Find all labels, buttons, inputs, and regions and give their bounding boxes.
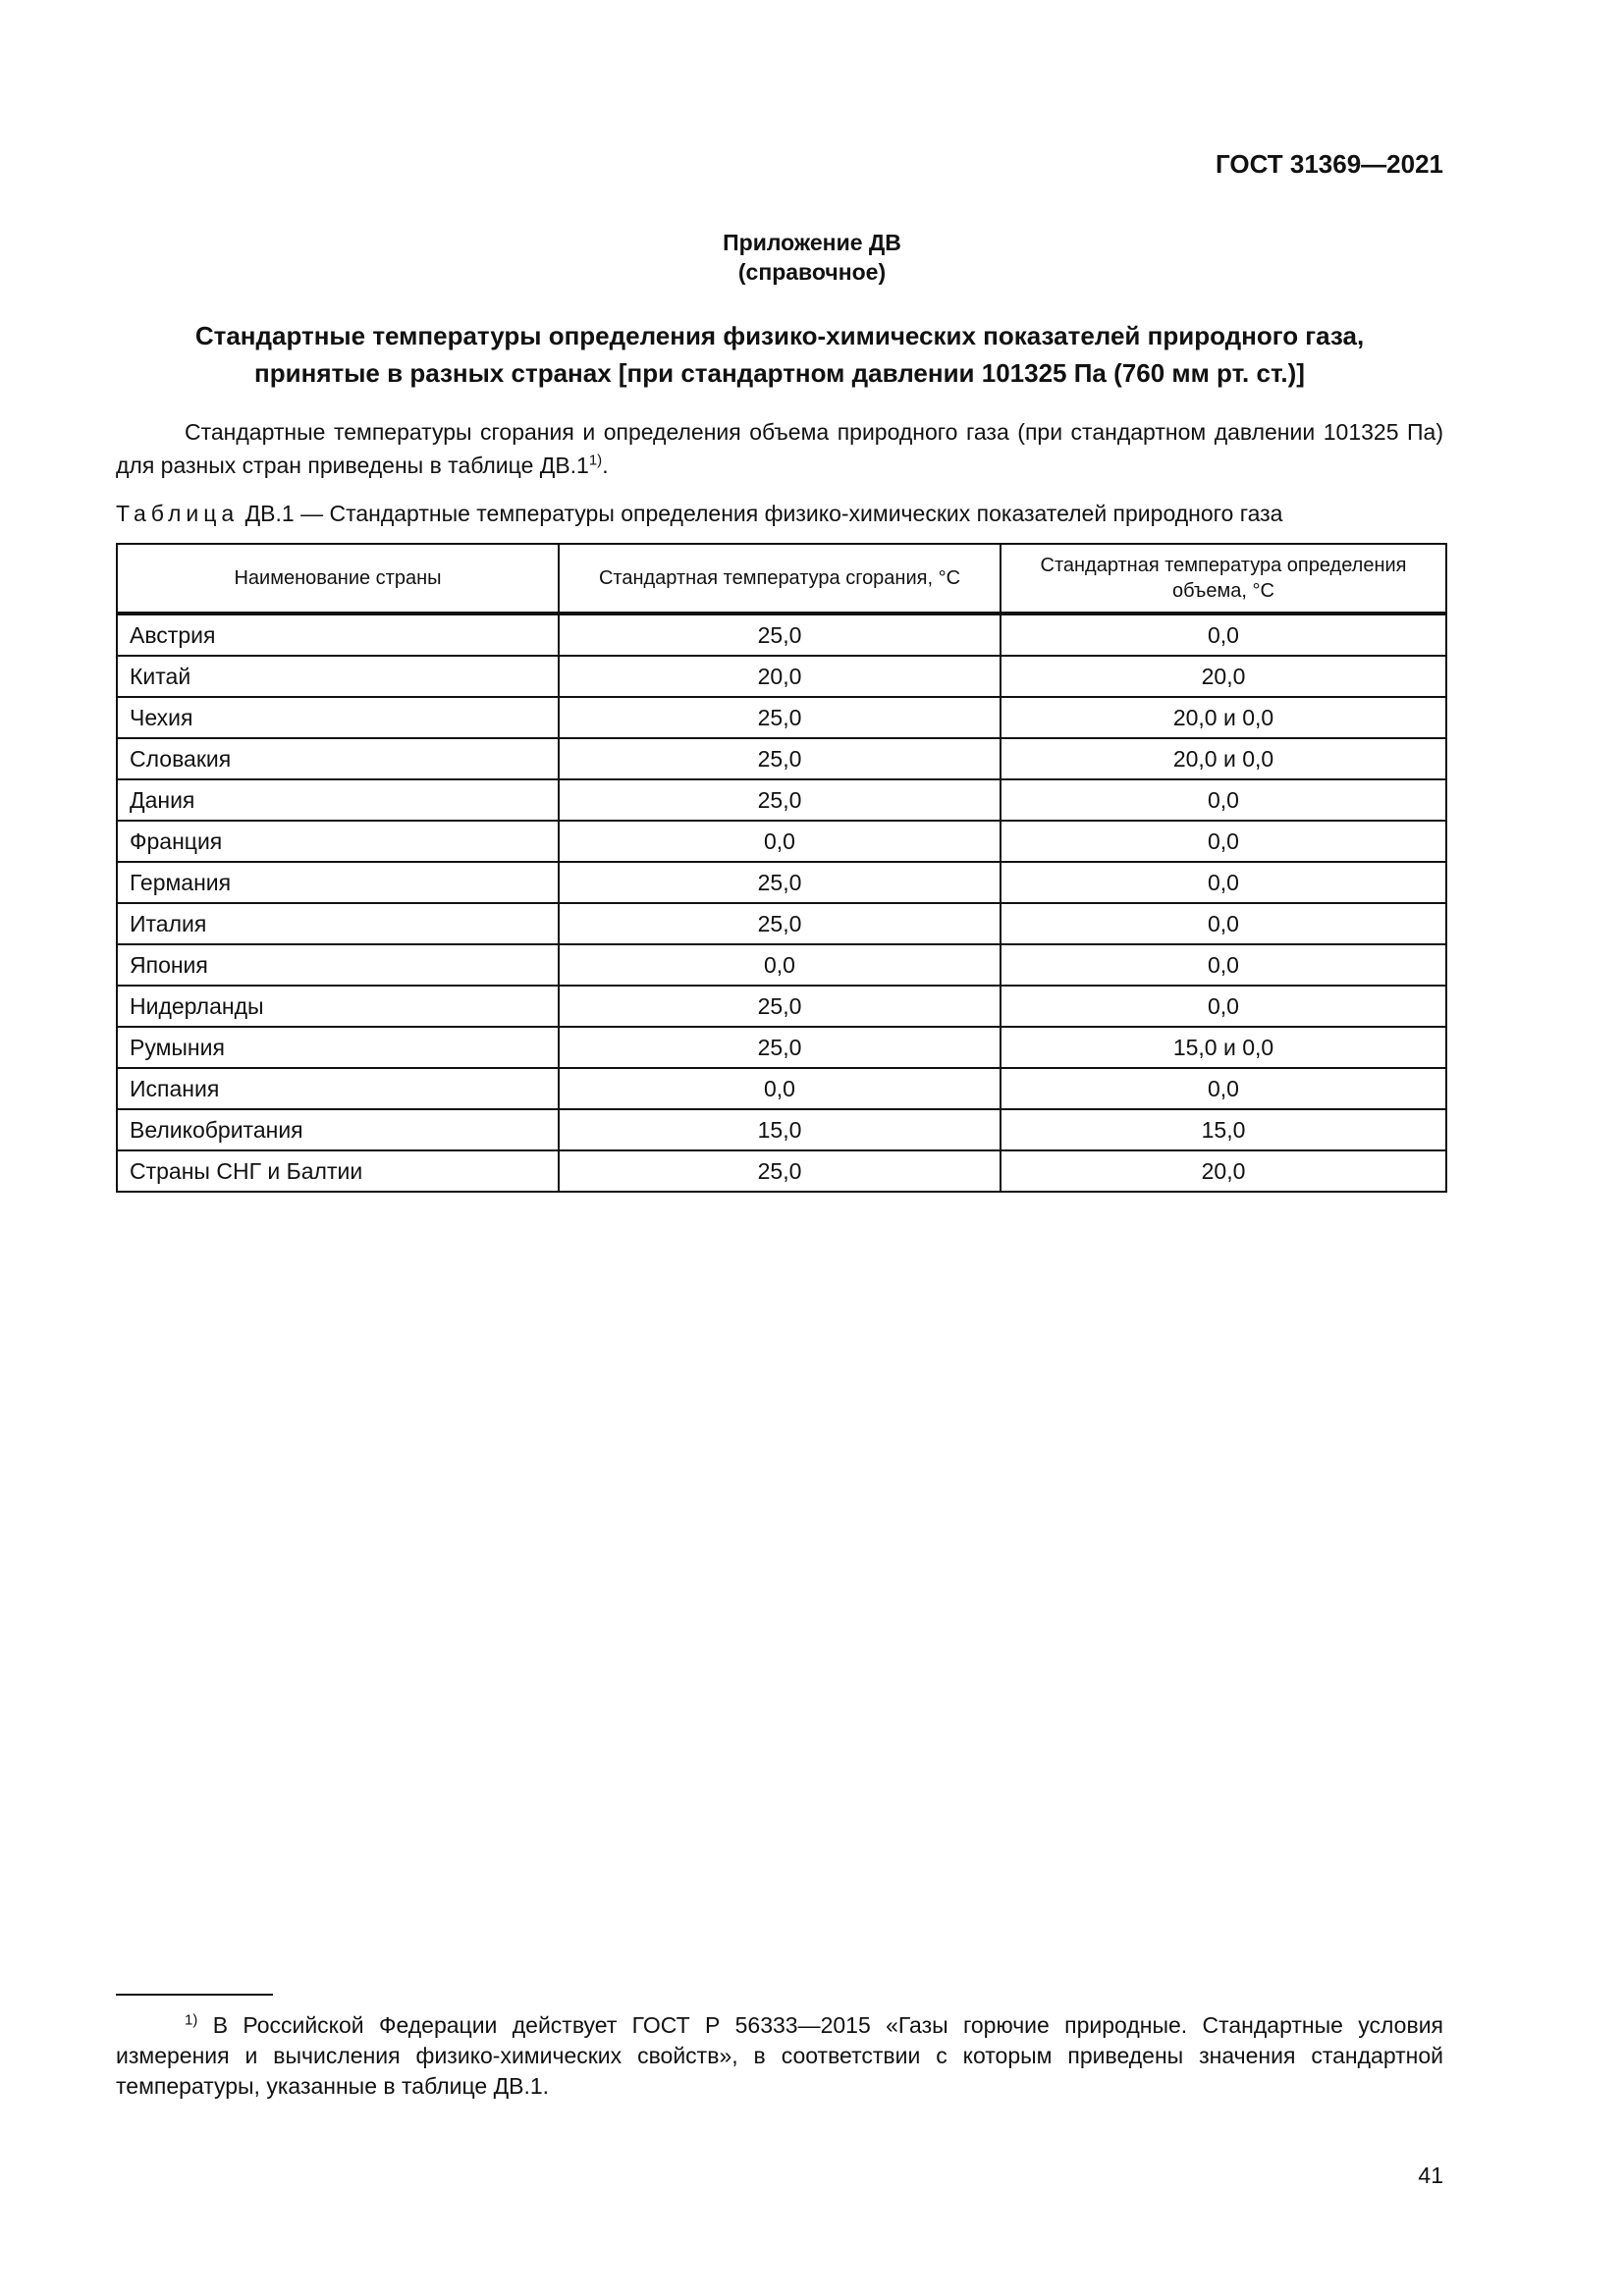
document-code: ГОСТ 31369—2021 (1216, 149, 1443, 179)
footnote-marker: 1) (185, 2011, 198, 2029)
volume-temperature-cell: 0,0 (1001, 779, 1446, 821)
annex-subtitle: (справочное) (737, 259, 887, 285)
volume-temperature-cell: 0,0 (1001, 1068, 1446, 1109)
country-cell: Япония (117, 944, 559, 986)
combustion-temperature-cell: 25,0 (559, 1150, 1001, 1192)
country-cell: Великобритания (117, 1109, 559, 1150)
combustion-temperature-cell: 0,0 (559, 944, 1001, 986)
volume-temperature-cell: 20,0 и 0,0 (1001, 697, 1446, 738)
table-row (117, 697, 1446, 738)
table-row (117, 656, 1446, 697)
combustion-temperature-cell: 0,0 (559, 821, 1001, 862)
combustion-temperature-cell: 25,0 (559, 986, 1001, 1027)
footnote-divider (116, 1994, 273, 1996)
combustion-temperature-cell: 25,0 (559, 862, 1001, 903)
header-country: Наименование страны (117, 544, 559, 614)
country-cell: Китай (117, 656, 559, 697)
volume-temperature-cell: 20,0 (1001, 1150, 1446, 1192)
country-cell: Австрия (117, 614, 559, 656)
section-title-line-1: Стандартные температуры определения физико-химических показателей природного газа, (194, 321, 1365, 350)
table-row (117, 903, 1446, 944)
combustion-temperature-cell: 20,0 (559, 656, 1001, 697)
country-cell: Германия (117, 862, 559, 903)
table-row (117, 944, 1446, 986)
combustion-temperature-cell: 25,0 (559, 697, 1001, 738)
table-caption (116, 499, 1443, 528)
country-cell: Франция (117, 821, 559, 862)
volume-temperature-cell: 20,0 (1001, 656, 1446, 697)
intro-end: . (602, 453, 609, 478)
annex-title: Приложение ДВ (723, 230, 901, 255)
intro-text: Стандартные температуры сгорания и определения объема природного газа (при стандартном давлении 101325 Па) для разных стран приведены в таблице ДВ.1 (116, 419, 1443, 478)
combustion-temperature-cell: 25,0 (559, 738, 1001, 779)
volume-temperature-cell: 15,0 (1001, 1109, 1446, 1150)
table-row (117, 1027, 1446, 1068)
volume-temperature-cell: 0,0 (1001, 903, 1446, 944)
footnote-reference[interactable]: 1) (588, 452, 603, 469)
combustion-temperature-cell: 25,0 (559, 903, 1001, 944)
table-caption-text: ДВ.1 — Стандартные температуры определения физико-химических показателей природного газа (244, 501, 1283, 526)
country-cell: Нидерланды (117, 986, 559, 1027)
combustion-temperature-cell: 15,0 (559, 1109, 1001, 1150)
table-caption-word: Таблица (116, 501, 240, 526)
country-cell: Испания (117, 1068, 559, 1109)
table-row (117, 1150, 1446, 1192)
table-row (117, 862, 1446, 903)
volume-temperature-cell: 0,0 (1001, 614, 1446, 656)
combustion-temperature-cell: 0,0 (559, 1068, 1001, 1109)
volume-temperature-cell: 0,0 (1001, 944, 1446, 986)
volume-temperature-cell: 0,0 (1001, 986, 1446, 1027)
table-row (117, 821, 1446, 862)
section-title-line-2: принятые в разных странах [при стандартном давлении 101325 Па (760 мм рт. ст.)] (254, 358, 1305, 388)
table-row (117, 738, 1446, 779)
temperature-table (116, 543, 1447, 1193)
intro-paragraph (116, 415, 1443, 482)
volume-temperature-cell: 15,0 и 0,0 (1001, 1027, 1446, 1068)
volume-temperature-cell: 20,0 и 0,0 (1001, 738, 1446, 779)
combustion-temperature-cell: 25,0 (559, 614, 1001, 656)
volume-temperature-cell: 0,0 (1001, 862, 1446, 903)
footnote (116, 2010, 1443, 2102)
volume-temperature-cell: 0,0 (1001, 821, 1446, 862)
table-row (117, 1068, 1446, 1109)
footnote-text: В Российской Федерации действует ГОСТ Р 56333—2015 «Газы горючие природные. Стандартные условия измерения и вычисления физико-химических свойств», в соответствии с которым приведены значения стандартной температуры, указанные в таблице ДВ.1. (116, 2012, 1443, 2099)
country-cell: Румыния (117, 1027, 559, 1068)
combustion-temperature-cell: 25,0 (559, 1027, 1001, 1068)
table-row (117, 986, 1446, 1027)
country-cell: Италия (117, 903, 559, 944)
page-number: 41 (1418, 2163, 1443, 2188)
country-cell: Страны СНГ и Балтии (117, 1150, 559, 1192)
table-header-row (117, 544, 1446, 614)
table-row (117, 1109, 1446, 1150)
country-cell: Дания (117, 779, 559, 821)
header-combustion-temperature: Стандартная температура сгорания, °С (559, 544, 1001, 614)
section-title (116, 317, 1443, 392)
annex-heading (0, 228, 1624, 287)
country-cell: Словакия (117, 738, 559, 779)
table-row (117, 779, 1446, 821)
country-cell: Чехия (117, 697, 559, 738)
combustion-temperature-cell: 25,0 (559, 779, 1001, 821)
header-volume-temperature: Стандартная температура определения объема, °С (1001, 544, 1446, 614)
table-row (117, 614, 1446, 656)
